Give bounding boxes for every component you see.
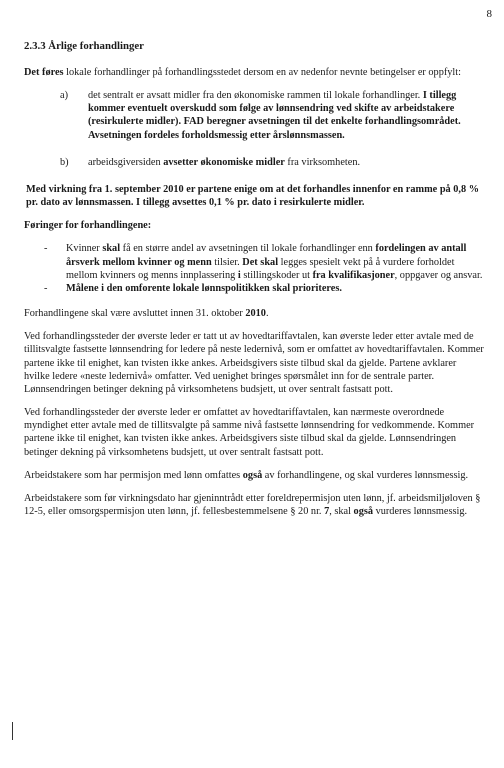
margin-mark	[12, 722, 13, 740]
item-a-text: det sentralt er avsatt midler fra den økonomiske rammen til lokale forhandlinger.	[88, 89, 423, 101]
bullet-text: stillingskoder ut	[240, 269, 313, 281]
foringer-heading: Føringer for forhandlingene:	[24, 220, 152, 232]
list-item-b	[60, 156, 484, 169]
deadline-end: .	[265, 308, 269, 320]
intro-text: lokale forhandlinger på forhandlingsstedet dersom en av nedenfor nevnte betingelser er oppfylt:	[63, 66, 462, 78]
list-item: - Målene i den omforente lokale lønnspolitikken skal prioriteres.	[44, 282, 484, 295]
leader-paragraph: Ved forhandlingssteder der øverste leder er tatt ut av hovedtariffavtalen, kan øverste leder etter avtale med de tillitsvalgte fastsette lønnsendring for ledere på neste ledernivå, som er omfattet av hovedtariffavtalen. Kommer partene ikke til enighet, kan tvisten ikke ankes. Arbeidsgivers siste tilbud skal da gjelde. Partene avklarer hvilke ledere «neste ledernivå» omfatter. Ved uenighet bringes spørsmålet inn for de sentrale parter. Lønnsendringen betinger dekning på virksomhetens budsjett, ut over sentralt fastsatt pott.	[24, 331, 484, 395]
bullet-bold: fra kvalifikasjoner	[312, 269, 395, 281]
bullet-bold: i	[237, 269, 241, 281]
list-item: - Kvinner skal få en større andel av avsetningen til lokale forhandlinger enn fordelingen av antall årsverk mellom kvinner og menn tilsier. Det skal legges spesielt vekt på å vurdere forholdet mellom kvinners og menns innplassering i stillingskoder ut fra kvalifikasjoner, oppgaver og ansvar.	[44, 243, 483, 281]
item-a-bold: I tillegg kommer eventuelt overskudd som følge av lønnsendring ved skifte av arbeidstakere (resirkulerte midler). FAD beregner avsetningen til det enkelte forhandlingsområdet. Avsetningen fordeles forholdsmessig etter årslønnsmassen.	[88, 89, 461, 141]
foringer-list	[44, 242, 484, 295]
list-item-a	[60, 89, 484, 142]
bullet-text: få en større andel av avsetningen til lokale forhandlinger enn	[120, 243, 376, 255]
intro-bold: Det føres	[24, 66, 64, 78]
return-text-3: vurderes lønnsmessig.	[373, 506, 468, 518]
return-bold: 7	[324, 506, 330, 518]
item-b-bold: avsetter økonomiske midler	[163, 156, 285, 168]
return-text: Arbeidstakere som før virkningsdato har gjeninntrådt etter foreldrepermisjon uten lønn, jf. arbeidsmiljøloven § 12-5, eller omsorgspermisjon uten lønn, jf. fellesbestemmelsene § 20 nr.	[24, 492, 481, 518]
list-label-a: a)	[60, 89, 68, 101]
item-b-text-2: fra virksomheten.	[284, 156, 361, 168]
intro-paragraph	[24, 66, 484, 79]
leader-paragraph-2: Ved forhandlingssteder der øverste leder er omfattet av hovedtariffavtalen, kan nærmeste overordnede myndighet etter avtale med de tillitsvalgte på samme nivå fastsette lønnsendring for vedkommende. Kommer partene ikke til enighet, kan tvisten ikke ankes. Arbeidsgivers siste tilbud skal da gjelde. Lønnsendringen betinger dekning på virksomhetens budsjett, ut over sentralt fastsatt pott.	[24, 407, 475, 458]
page-number: 8	[486, 8, 492, 20]
bullet-bold: fordelingen av antall årsverk mellom kvinner og menn	[66, 243, 467, 268]
bullet-text: tilsier.	[211, 256, 243, 268]
bullet-text: Kvinner	[66, 243, 103, 255]
bullet-text: , oppgaver og ansvar.	[394, 269, 483, 281]
list-label-b: b)	[60, 156, 69, 168]
leave-bold: også	[242, 469, 263, 481]
deadline-year: 2010	[245, 308, 266, 320]
effective-paragraph: Med virkning fra 1. september 2010 er partene enige om at det forhandles innenfor en ramme på 0,8 % pr. dato av lønnsmassen. I tillegg avsettes 0,1 % pr. dato i resirkulerte midler.	[26, 183, 480, 209]
bullet-bold: skal	[102, 243, 121, 255]
leave-text-2: av forhandlingene, og skal vurderes lønnsmessig.	[262, 469, 469, 481]
deadline-text: Forhandlingene skal være avsluttet innen 31. oktober	[24, 308, 246, 320]
leave-paragraph	[24, 469, 484, 482]
bullet-bold: Målene i den omforente lokale lønnspolitikken skal prioriteres.	[66, 282, 342, 294]
deadline-paragraph	[24, 307, 484, 320]
return-paragraph	[24, 492, 484, 518]
return-text-2: , skal	[329, 506, 354, 518]
section-heading: 2.3.3 Årlige forhandlinger	[24, 40, 144, 52]
bullet-text: legges spesielt vekt på å vurdere forholdet mellom kvinners og menns innplassering	[66, 256, 455, 281]
item-b-text-1: arbeidsgiversiden	[88, 156, 164, 168]
return-bold-2: også	[353, 506, 373, 518]
document-body	[24, 40, 484, 528]
leave-text: Arbeidstakere som har permisjon med lønn omfattes	[24, 469, 243, 481]
bullet-bold: Det skal	[242, 256, 279, 268]
